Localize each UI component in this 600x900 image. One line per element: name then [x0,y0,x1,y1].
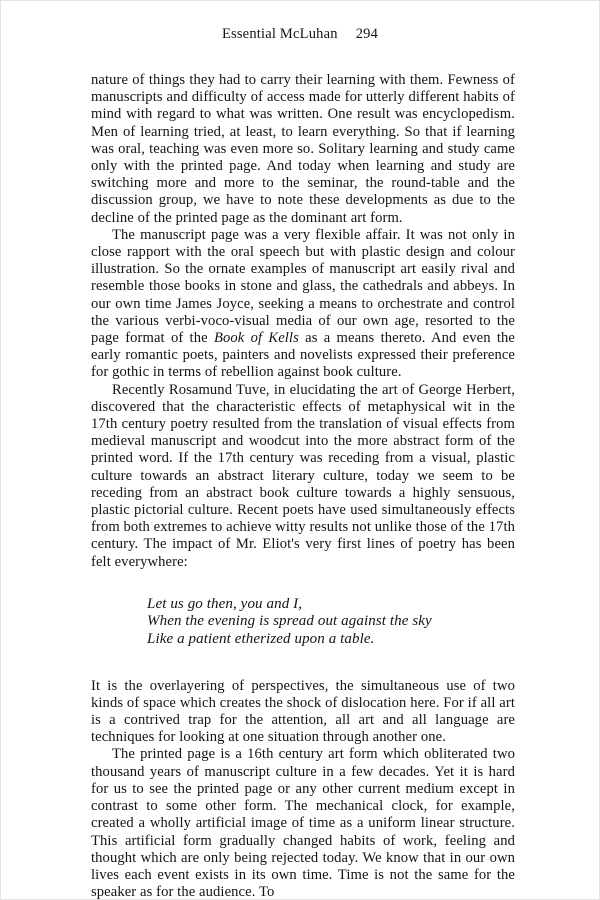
page-header [1,26,599,43]
page-body [91,72,515,900]
paragraph-1: nature of things they had to carry their learning with them. Fewness of manuscripts and difficulty of access made for utterly different habits of mind with regard to what was written. One result was encyclopedism. Men of learning tried, at least, to learn everything. So that if learning was oral, teaching was even more so. Solitary learning and study came only with the printed page. And today when learning and study are switching more and more to the seminar, the round-table and the discussion group, we have to note these developments as due to the decline of the printed page as the dominant art form. [91,72,515,226]
paragraph-2-text-after: as a means thereto. And even the early romantic poets, painters and novelists expressed their preference for gothic in terms of rebellion against book culture. [91,330,515,381]
book-of-kells-italic: Book of Kells [213,330,299,347]
paragraph-2 [91,227,515,382]
page-number: 294 [355,26,379,42]
paragraph-5: The printed page is a 16th century art form which obliterated two thousand years of manuscript culture in a few decades. Yet it is hard for us to see the printed page or any other current medium except in contrast to some other form. The mechanical clock, for example, created a wholly artificial image of time as a uniform linear structure. This artificial form gradually changed habits of work, feeling and thought which are only being rejected today. We know that in our own lives each event exists in its own time. Time is not the same for the speaker as for the audience. To [91,746,515,900]
paragraph-3: Recently Rosamund Tuve, in elucidating the art of George Herbert, discovered that the characteristic effects of metaphysical wit in the 17th century poetry resulted from the translation of visual effects from medieval manuscript and woodcut into the more abstract form of the printed word. If the 17th century was receding from a visual, plastic culture towards an abstract literary culture, today we seem to be receding from an abstract book culture towards a highly sensuous, plastic pictorial culture. Recent poets have used simultaneously effects from both extremes to achieve witty results not unlike those of the 17th century. The impact of Mr. Eliot's very first lines of poetry has been felt everywhere: [91,381,515,570]
paragraph-4: It is the overlayering of perspectives, the simultaneous use of two kinds of space which creates the shock of dislocation here. For if all art is a contrived trap for the attention, all art and all language are techniques for looking at one situation through another one. [91,677,515,746]
paragraph-2-text-before: The manuscript page was a very flexible affair. It was not only in close rapport with the oral speech but with plastic design and colour illustration. So the ornate examples of manuscript art easily rival and resemble those books in stone and glass, the cathedrals and abbeys. In our own time James Joyce, seeking a means to orchestrate and control the various verbi-voco-visual media of our own age, resorted to the page format of the [91,226,515,347]
poem-line-1: Let us go then, you and I, [147,595,303,612]
blockquote-poem [147,596,515,649]
running-head-title: Essential McLuhan [221,26,338,42]
poem-line-2: When the evening is spread out against the sky [147,613,432,630]
poem-line-3: Like a patient etherized upon a table. [147,631,375,648]
